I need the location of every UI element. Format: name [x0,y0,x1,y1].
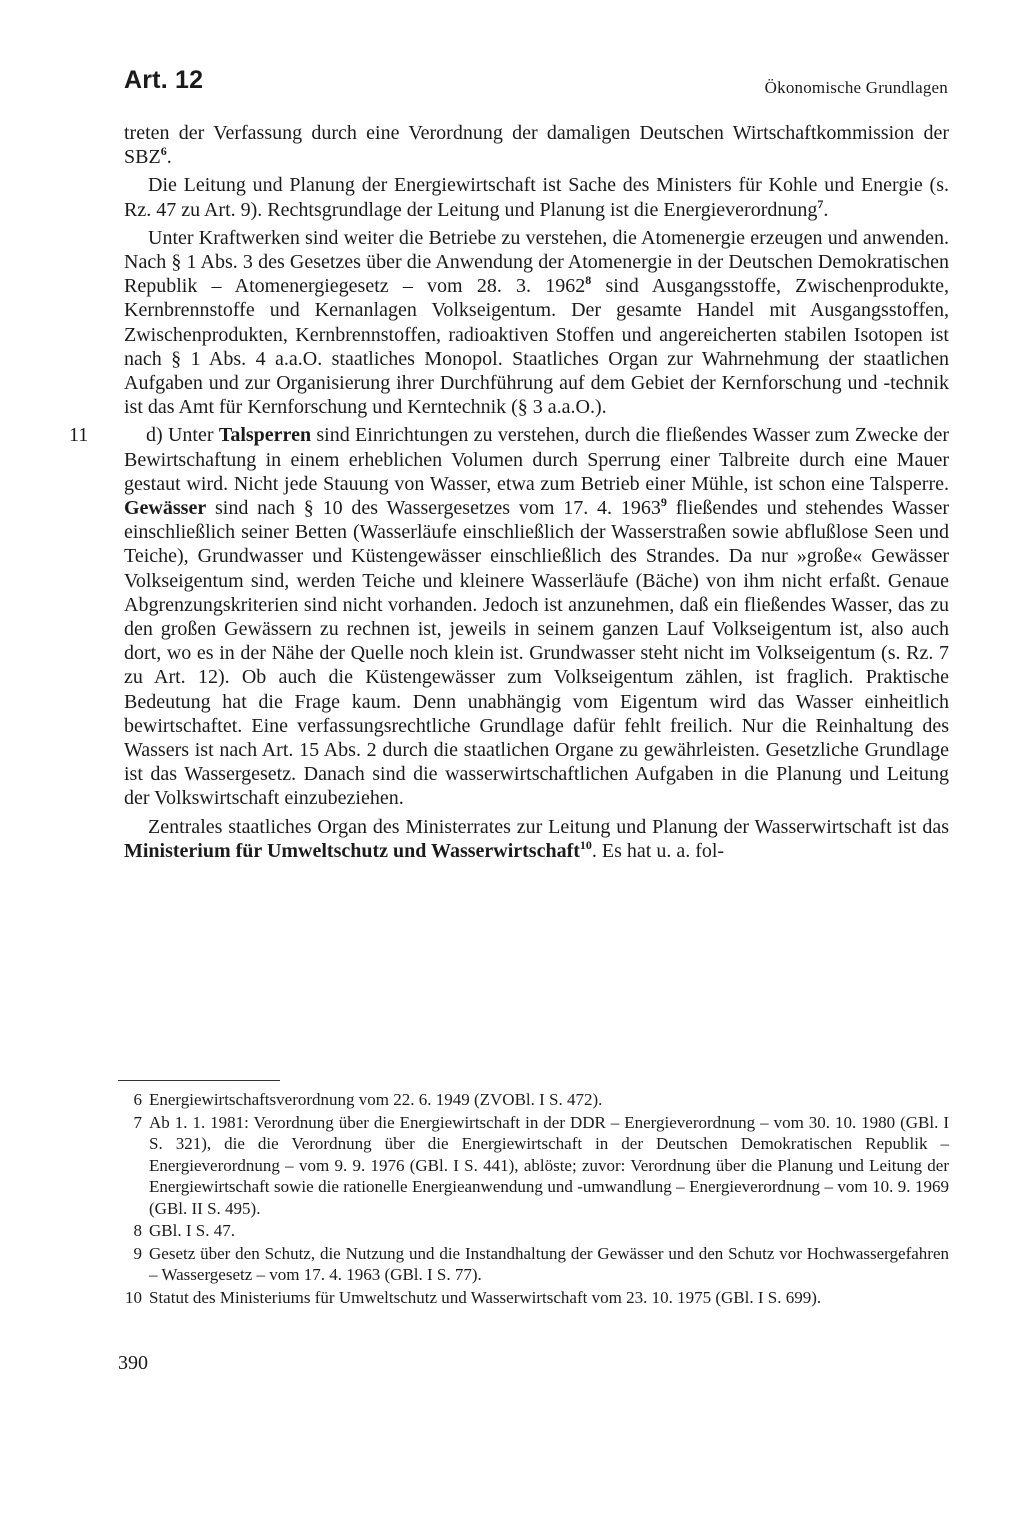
text-run: Die Leitung und Planung der Energiewirtschaft ist Sache des Ministers für Kohle und Energie (s. Rz. 47 zu Art. 9). Rechtsgrundlage der Leitung und Planung ist die Energieverordnung [124,174,949,221]
body-text [69,121,949,867]
text-run: . [823,198,829,221]
footnote-number: 9 [133,1243,142,1263]
paragraph [124,226,949,420]
footnote-ref[interactable]: 7 [817,196,824,211]
running-head-section-title: Ökonomische Grundlagen [764,78,948,97]
footnote-number: 7 [133,1112,142,1132]
footnotes [118,1089,949,1309]
text-run: Zentrales staatliches Organ des Ministerrates zur Leitung und Planung der Wasserwirtschaft ist das [148,815,949,838]
text-run: d) Unter [146,424,219,447]
paragraph-numbered [69,423,949,810]
footnote-text: Statut des Ministeriums für Umweltschutz und Wasserwirtschaft vom 23. 10. 1975 (GBl. I S. 699). [149,1287,822,1307]
footnote-text: Energiewirtschaftsverordnung vom 22. 6. 1949 (ZVOBl. I S. 472). [149,1090,603,1109]
footnote-divider [118,1080,280,1081]
footnote [118,1089,949,1111]
paragraph [124,121,949,169]
paragraph [124,173,949,221]
footnote [118,1112,949,1220]
bold-term: Talsperren [218,424,312,447]
text-run: . [166,146,172,169]
footnote-number: 6 [133,1090,142,1109]
text-run: sind Ausgangsstoffe, Zwischenprodukte, Kernbrennstoffe und Kernanlagen Volkseigentum. Der gesamte Handel mit Ausgangsstoffen, Zwischenprodukten, Kernbrennstoffen, radioaktiven Stoffen und angereicherten stabilen Isotopen ist nach § 1 Abs. 4 a.a.O. staatliches Monopol. Staatliches Organ zur Wahrnehmung der staatlichen Aufgaben und zur Organisierung ihrer Durchführung auf dem Gebiet der Kernforschung und -technik ist das Amt für Kernforschung und Kerntechnik (§ 3 a.a.O.). [124,275,949,419]
text-run: Unter Kraftwerken sind weiter die Betriebe zu verstehen, die Atomenergie erzeugen und anwenden. Nach § 1 Abs. 3 des Gesetzes über die Anwendung der Atomenergie in der Deutschen Demokratischen Republik – Atomenergiegesetz – vom 28. 3. 1962 [124,226,949,298]
footnote-text: Gesetz über den Schutz, die Nutzung und die Instandhaltung der Gewässer und den Schutz vor Hochwassergefahren – Wassergesetz – vom 17. 4. 1963 (GBl. I S. 77). [149,1243,949,1284]
text-run: treten der Verfassung durch eine Verordnung der damaligen Deutschen Wirtschaftkommission der SBZ [124,122,949,169]
footnote [118,1287,949,1309]
footnote-text: Ab 1. 1. 1981: Verordnung über die Energiewirtschaft in der DDR – Energieverordnung – vom 30. 10. 1980 (GBl. I S. 321), die die Verordnung über die Energiewirtschaft in der Deutschen Demokratischen Republik – Energieverordnung – vom 9. 9. 1976 (GBl. I S. 441), ablöste; zuvor: Verordnung über die Planung und Leitung der Energiewirtschaft sowie die rationelle Energieanwendung und -umwandlung – Energieverordnung – vom 10. 9. 1969 (GBl. II S. 495). [149,1112,949,1218]
footnote-ref[interactable]: 10 [579,837,592,852]
footnote-ref[interactable]: 8 [585,273,592,288]
bold-term: Ministerium für Umweltschutz und Wasserwirtschaft [124,839,580,862]
bold-term: Gewässer [124,497,207,520]
article-label: Art. 12 [124,66,204,94]
footnote-number: 10 [125,1287,142,1307]
footnote-number: 8 [133,1221,142,1240]
footnote [118,1220,949,1242]
paragraph [124,815,949,863]
page-number: 390 [118,1352,148,1374]
footnote-ref[interactable]: 9 [660,495,667,510]
text-run: fließendes und stehendes Wasser einschließlich seiner Betten (Wasserläufe einschließlich der Wasserstraßen sowie abflußlose Seen und Teiche), Grundwasser und Küstengewässer einschließlich des Strandes. Da nur »große« Gewässer Volkseigentum sind, werden Teiche und kleinere Wasserläufe (Bäche) von ihm nicht erfaßt. Genaue Abgrenzungskriterien sind nicht vorhanden. Jedoch ist anzunehmen, daß ein fließendes Wasser, das zu den großen Gewässern zu rechnen ist, jeweils in seinem ganzen Lauf Volkseigentum ist, also auch dort, wo es in der Nähe der Quelle noch klein ist. Grundwasser steht nicht im Volkseigentum (s. Rz. 7 zu Art. 12). Ob auch die Küstengewässer zum Volkseigentum zählen, ist fraglich. Praktische Bedeutung hat die Frage kaum. Denn unabhängig vom Eigentum wird das Wasser einheitlich bewirtschaftet. Eine verfassungsrechtliche Grundlage dafür fehlt freilich. Nur die Reinhaltung des Wassers ist nach Art. 15 Abs. 2 durch die staatlichen Organe zu gewährleisten. Gesetzliche Grundlage ist das Wassergesetz. Danach sind die wasserwirtschaftlichen Aufgaben in die Planung und Leitung der Volkswirtschaft einzubeziehen. [124,497,949,810]
text-run: sind Einrichtungen zu verstehen, durch die fließendes Wasser zum Zwecke der Bewirtschaftung in einem erheblichen Volumen durch Sperrung einer Talbreite durch eine Mauer gestaut wird. Nicht jede Stauung von Wasser, etwa zum Betrieb einer Mühle, ist schon eine Talsperre. [124,424,949,495]
text-run: sind nach § 10 des Wassergesetzes vom 17. 4. 1963 [206,497,661,520]
footnote [118,1243,949,1286]
footnote-text: GBl. I S. 47. [149,1221,235,1240]
footnote-ref[interactable]: 6 [160,144,167,159]
margin-number: 11 [69,424,89,447]
text-run: . Es hat u. a. fol- [591,839,725,862]
